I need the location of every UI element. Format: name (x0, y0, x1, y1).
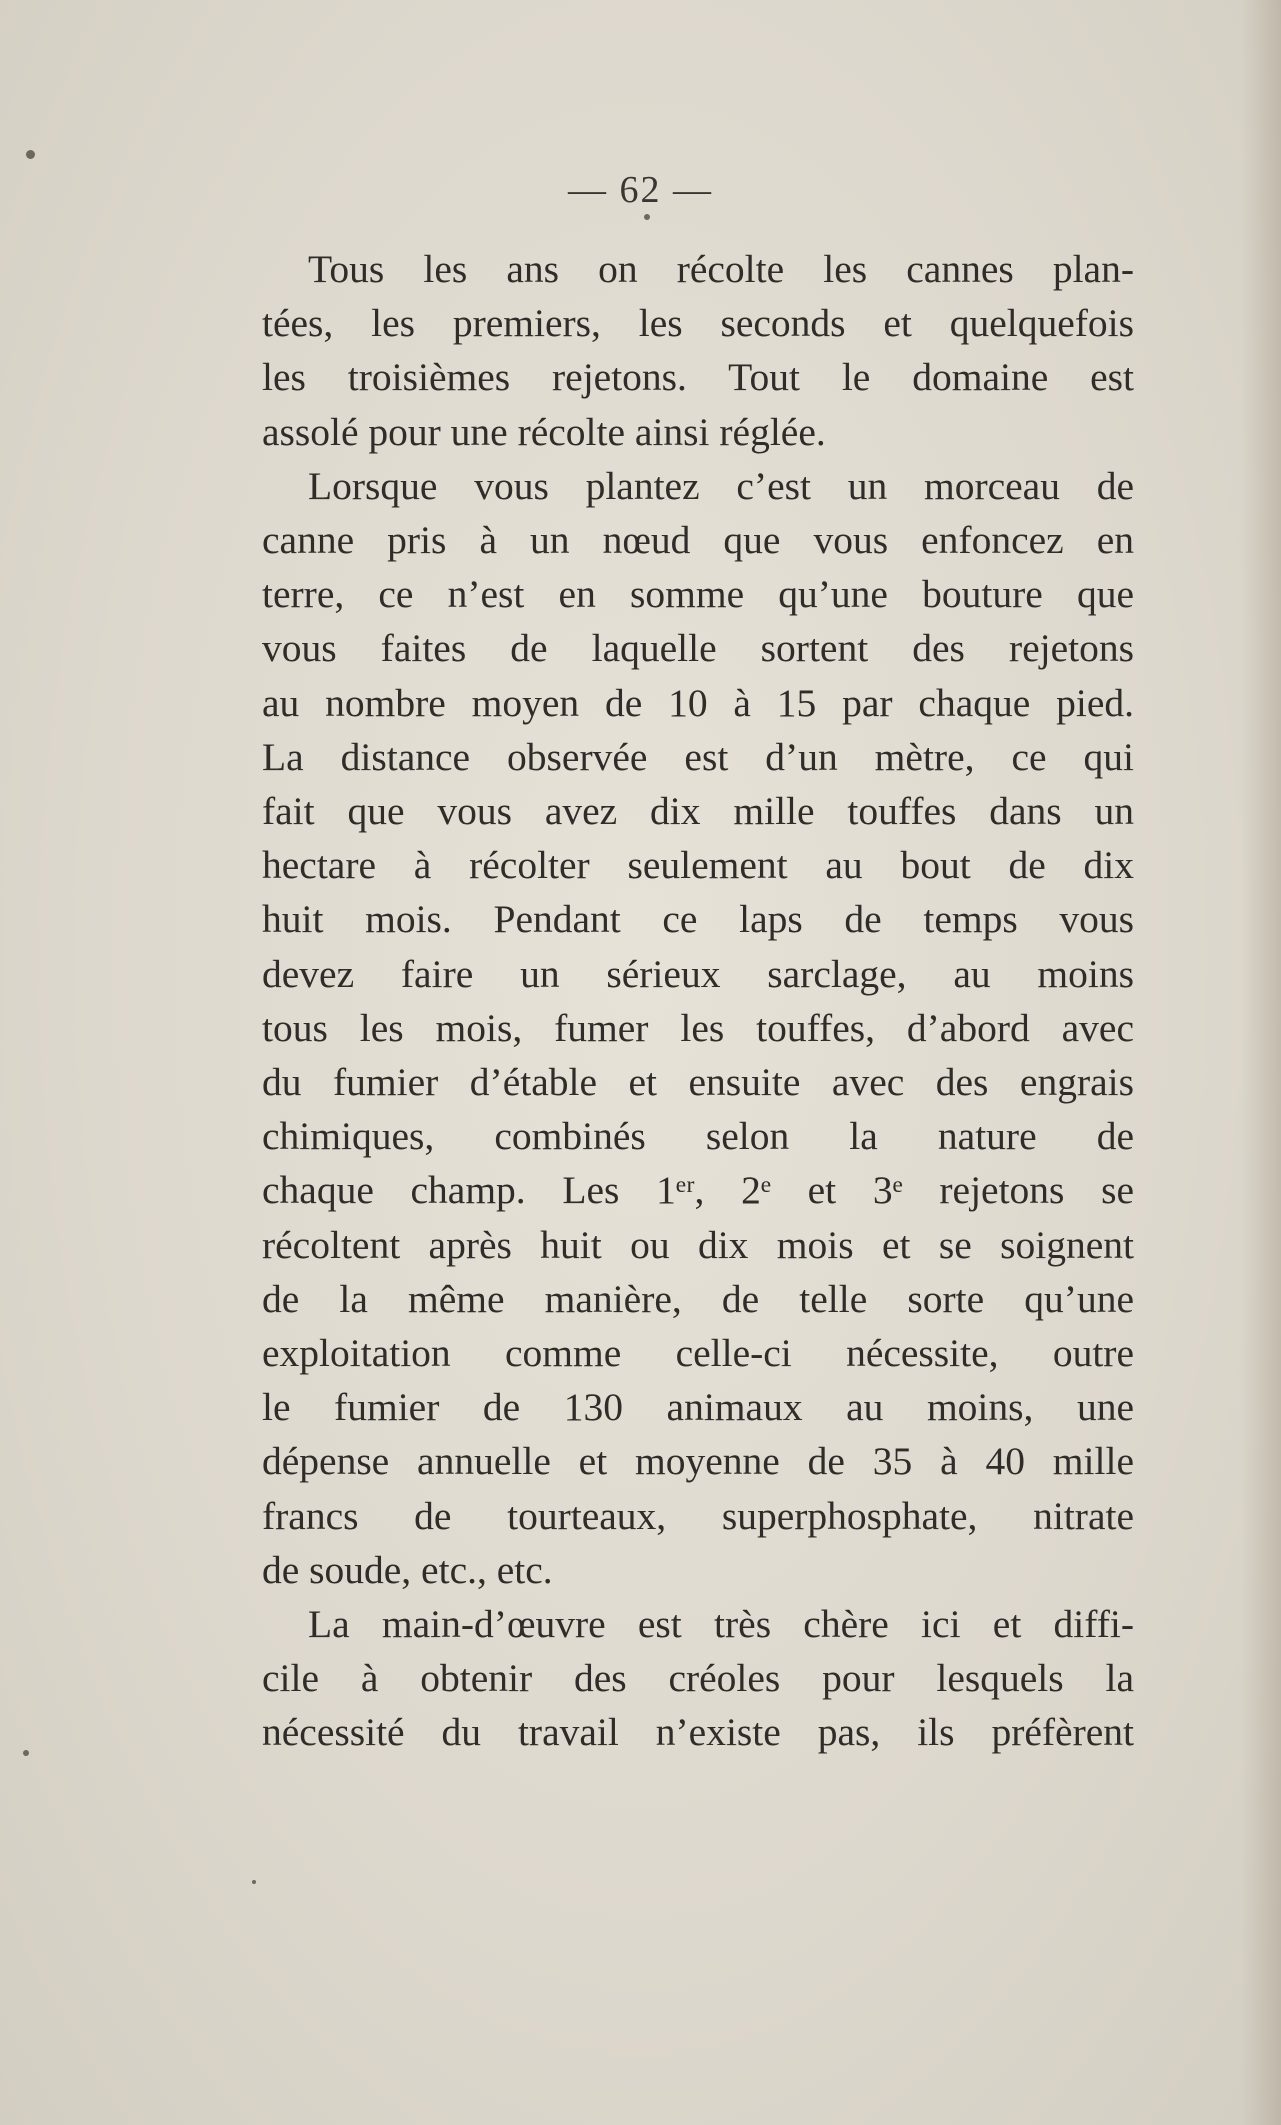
page-number: — 62 — (568, 169, 713, 211)
paper-speck (26, 150, 35, 159)
text-line: francs de tourteaux, superphosphate, nitrate (262, 1493, 1134, 1538)
text-line: le fumier de 130 animaux au moins, une (262, 1385, 1134, 1430)
text-line: Tous les ans on récolte les cannes plan- (308, 247, 1134, 291)
text-line: hectare à récolter seulement au bout de dix (262, 843, 1134, 888)
text-line: de soude, etc., etc. (262, 1547, 553, 1592)
text-line: au nombre moyen de 10 à 15 par chaque pied. (262, 680, 1134, 725)
text-line: canne pris à un nœud que vous enfoncez en (262, 518, 1134, 563)
text-line: tous les mois, fumer les touffes, d’abord avec (262, 1005, 1134, 1050)
text-line: devez faire un sérieux sarclage, au moins (262, 951, 1134, 996)
text-line: Lorsque vous plantez c’est un morceau de (308, 463, 1134, 508)
text-line: La main-d’œuvre est très chère ici et diffi- (308, 1602, 1134, 1647)
text-line: chaque champ. Les 1ᵉʳ, 2ᵉ et 3ᵉ rejetons se (262, 1168, 1134, 1213)
text-line: nécessité du travail n’existe pas, ils préfèrent (262, 1710, 1134, 1755)
text-line: assolé pour une récolte ainsi réglée. (262, 409, 826, 454)
text-line: les troisièmes rejetons. Tout le domaine est (262, 355, 1134, 400)
text-line: récoltent après huit ou dix mois et se soignent (262, 1222, 1134, 1267)
text-line: du fumier d’étable et ensuite avec des engrais (262, 1060, 1134, 1105)
text-line: terre, ce n’est en somme qu’une bouture que (262, 572, 1134, 617)
text-line: dépense annuelle et moyenne de 35 à 40 mille (262, 1439, 1134, 1484)
text-line: de la même manière, de telle sorte qu’une (262, 1276, 1134, 1321)
text-line: exploitation comme celle-ci nécessite, outre (262, 1331, 1134, 1376)
text-line: La distance observée est d’un mètre, ce qui (262, 734, 1134, 779)
text-line: cile à obtenir des créoles pour lesquels la (262, 1656, 1134, 1701)
text-line: vous faites de laquelle sortent des rejetons (262, 626, 1134, 671)
text-line: chimiques, combinés selon la nature de (262, 1114, 1134, 1159)
text-line: fait que vous avez dix mille touffes dans un (262, 789, 1134, 834)
body-text (262, 242, 1134, 1760)
text-line: tées, les premiers, les seconds et quelquefois (262, 301, 1134, 346)
paper-speck (252, 1880, 256, 1884)
paper-speck (23, 1750, 29, 1756)
paper-speck (644, 214, 650, 220)
text-line: huit mois. Pendant ce laps de temps vous (262, 897, 1134, 942)
